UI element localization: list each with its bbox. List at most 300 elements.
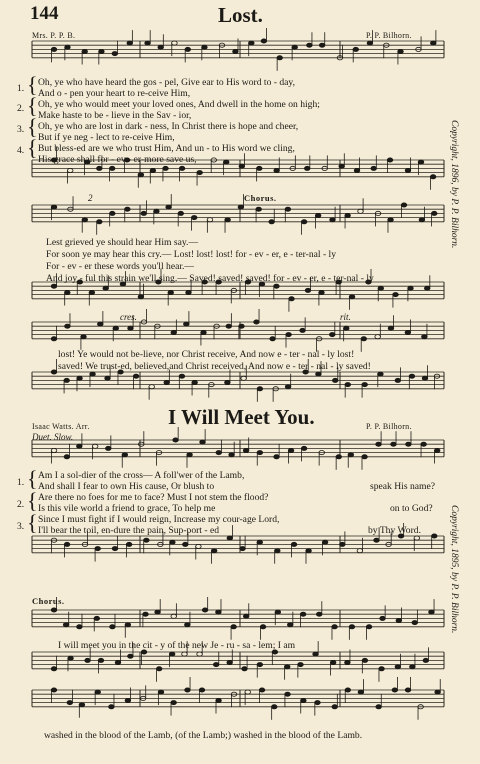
note-head	[122, 453, 128, 457]
note-head	[98, 658, 104, 662]
note-head	[362, 455, 368, 459]
note-head	[330, 660, 336, 664]
note-head	[233, 49, 239, 53]
note-head	[396, 618, 402, 622]
note-head	[171, 614, 177, 618]
note-head	[126, 542, 132, 546]
lyric-line: And joy - ful this strain we'll sing.— Saved! saved! saved! for - ev - er, e - ter-nal - ly	[46, 273, 374, 284]
note-head	[315, 213, 321, 217]
note-head	[82, 218, 88, 222]
note-head	[77, 625, 83, 629]
note-head	[414, 536, 420, 540]
note-head	[288, 448, 294, 452]
note-head	[357, 549, 363, 553]
note-head	[51, 337, 57, 341]
note-head	[269, 220, 275, 224]
note-head	[242, 667, 248, 671]
note-head	[405, 330, 411, 334]
dynamic-cres: cres.	[120, 312, 137, 322]
note-head	[216, 698, 222, 702]
verse-number: 4.	[17, 145, 25, 156]
note-head	[286, 333, 292, 337]
note-head	[76, 444, 82, 448]
note-head	[125, 698, 131, 702]
note-head	[68, 656, 74, 660]
verse-number: 1.	[17, 83, 25, 94]
note-head	[307, 43, 313, 47]
note-head	[138, 295, 144, 299]
note-head	[184, 322, 190, 326]
note-head	[305, 288, 311, 292]
note-head	[405, 168, 411, 172]
note-head	[287, 623, 293, 627]
note-head	[99, 49, 105, 53]
note-head	[95, 690, 101, 694]
note-head	[285, 385, 291, 389]
note-head	[96, 166, 102, 170]
note-head	[105, 446, 111, 450]
note-head	[313, 652, 319, 656]
note-head	[67, 168, 73, 172]
note-head	[319, 43, 325, 47]
note-head	[249, 41, 255, 45]
note-head	[285, 207, 291, 211]
tempo-marking: Duet. Slow.	[32, 432, 74, 442]
note-head	[144, 538, 150, 542]
note-head	[261, 39, 267, 43]
note-head	[378, 372, 384, 376]
note-head	[64, 290, 70, 294]
note-head	[227, 660, 233, 664]
note-head	[201, 330, 207, 334]
note-head	[149, 385, 155, 389]
note-head	[112, 547, 118, 551]
note-head	[143, 612, 149, 616]
note-head	[229, 453, 235, 457]
note-head	[178, 211, 184, 215]
note-head	[82, 49, 88, 53]
note-head	[179, 374, 185, 378]
brace: {	[27, 135, 38, 160]
note-head	[316, 372, 322, 376]
note-head	[171, 330, 177, 334]
note-head	[216, 451, 222, 455]
note-head	[65, 324, 71, 328]
note-head	[199, 688, 205, 692]
note-head	[358, 690, 364, 694]
lyric-line: I will meet you in the cit - y of the new Je - ru - sa - lem; I am	[58, 640, 296, 651]
lyric-line: And o - pen your heart to re-ceive Him,	[38, 88, 191, 99]
note-head	[109, 705, 115, 709]
note-head	[424, 286, 430, 290]
note-head	[182, 652, 188, 656]
repeat-number: 2	[88, 193, 93, 203]
note-head	[257, 663, 263, 667]
note-head	[65, 45, 71, 49]
note-head	[243, 448, 249, 452]
note-head	[90, 372, 96, 376]
note-head	[316, 612, 322, 616]
lyric-line: Oh, ye who would meet your loved ones, And dwell in the home on high;	[38, 99, 320, 110]
note-head	[435, 690, 441, 694]
note-head	[185, 47, 191, 51]
note-head	[358, 209, 364, 213]
note-head	[367, 41, 373, 45]
note-head	[349, 625, 355, 629]
brace: {	[27, 466, 38, 491]
note-head	[339, 164, 345, 168]
note-head	[145, 41, 151, 45]
note-head	[202, 45, 208, 49]
note-head	[322, 540, 328, 544]
note-head	[418, 160, 424, 164]
note-head	[422, 376, 428, 380]
note-head	[63, 623, 69, 627]
note-head	[395, 665, 401, 669]
note-head	[298, 663, 304, 667]
note-head	[345, 383, 351, 387]
note-head	[172, 41, 178, 45]
note-head	[376, 705, 382, 709]
note-head	[430, 41, 436, 45]
verse-number: 3.	[17, 521, 25, 532]
verse-number: 2.	[17, 499, 25, 510]
note-head	[304, 166, 310, 170]
note-head	[51, 370, 57, 374]
note-head	[223, 160, 229, 164]
note-head	[376, 442, 382, 446]
lyric-line: For soon ye may hear this cry.— Lost! lost! lost! for - ev - er, e - ter-nal - ly	[46, 249, 336, 260]
note-head	[398, 49, 404, 53]
note-head	[197, 171, 203, 175]
note-head	[154, 209, 160, 213]
page-number: 144	[30, 3, 59, 24]
note-head	[163, 166, 169, 170]
note-head	[92, 444, 98, 448]
note-head	[173, 438, 179, 442]
note-head	[95, 547, 101, 551]
note-head	[419, 218, 425, 222]
note-head	[353, 47, 359, 51]
lyric-line: Is this vile world a friend to grace, To help me	[38, 503, 216, 514]
lyric-line: But if ye neg - lect to re-ceive Him,	[38, 132, 175, 143]
note-head	[256, 207, 262, 211]
note-head	[406, 442, 412, 446]
brace: {	[27, 72, 38, 97]
note-head	[361, 337, 367, 341]
note-head	[51, 667, 57, 671]
brace: {	[27, 114, 38, 139]
note-head	[89, 290, 95, 294]
note-head	[291, 542, 297, 546]
note-head	[362, 658, 368, 662]
note-head	[85, 658, 91, 662]
lyric-line: lost! Ye would not be-lieve, nor Christ receive, And now e - ter - nal - ly lost!	[58, 349, 355, 360]
note-head	[64, 542, 70, 546]
note-head	[171, 701, 177, 705]
note-head	[164, 380, 170, 384]
copyright-lost: Copyright, 1896, by P. P. Bilhorn.	[449, 120, 459, 249]
note-head	[179, 166, 185, 170]
note-head	[387, 158, 393, 162]
note-head	[138, 173, 144, 177]
note-head	[301, 220, 307, 224]
dynamic-rit: rit.	[340, 312, 351, 322]
lyric-line: Make haste to be - lieve in the Sav - ior,	[38, 110, 192, 121]
note-head	[257, 540, 263, 544]
note-head	[348, 453, 354, 457]
note-head	[423, 658, 429, 662]
lyric-line: Am I a sol-dier of the cross— A foll'wer of the Lamb,	[38, 470, 245, 481]
note-head	[380, 616, 386, 620]
note-head	[421, 442, 427, 446]
note-head	[366, 625, 372, 629]
note-head	[378, 286, 384, 290]
note-head	[115, 660, 121, 664]
note-head	[226, 324, 232, 328]
note-head	[274, 168, 280, 172]
note-head	[227, 536, 233, 540]
note-head	[388, 326, 394, 330]
lyric-line: I'll bear the toil, en-dure the pain, Sup-port - ed	[38, 525, 220, 536]
author-i-will-meet-you: Isaac Watts. Arr.	[32, 422, 90, 431]
note-head	[257, 387, 263, 391]
note-head	[339, 542, 345, 546]
note-head	[374, 538, 380, 542]
note-head	[170, 540, 176, 544]
note-head	[128, 326, 134, 330]
note-head	[392, 688, 398, 692]
lyric-line: Lest grieved ye should hear Him say.—	[46, 237, 199, 248]
brace: {	[27, 93, 38, 118]
note-head	[362, 383, 368, 387]
note-head	[315, 701, 321, 705]
composer-lost: P. P. Bilhorn.	[366, 31, 412, 40]
note-head	[51, 688, 57, 692]
note-head	[141, 211, 147, 215]
note-head	[158, 45, 164, 49]
note-head	[156, 667, 162, 671]
copyright-i-will-meet-you: Copyright, 1895, by P. P. Bilhorn.	[449, 505, 459, 634]
note-head	[330, 218, 336, 222]
note-head	[202, 608, 208, 612]
note-head	[51, 448, 57, 452]
note-head	[168, 290, 174, 294]
note-head	[51, 47, 57, 51]
note-head	[125, 207, 131, 211]
note-head	[110, 625, 116, 629]
note-head	[345, 213, 351, 217]
note-head	[375, 335, 381, 339]
note-head	[64, 455, 70, 459]
note-head	[354, 168, 360, 172]
note-head	[260, 625, 266, 629]
note-head	[239, 164, 245, 168]
note-head	[103, 286, 109, 290]
note-head	[289, 297, 295, 301]
note-head	[254, 320, 260, 324]
note-head	[155, 610, 161, 614]
note-head	[300, 612, 306, 616]
note-head	[257, 451, 263, 455]
note-head	[51, 608, 57, 612]
note-head	[300, 328, 306, 332]
note-head	[332, 625, 338, 629]
note-head	[51, 284, 57, 288]
lyric-line: For - ev - er these words you'll hear.—	[46, 261, 194, 272]
note-head	[182, 542, 188, 546]
note-head	[349, 295, 355, 299]
note-head	[336, 455, 342, 459]
note-head	[125, 623, 131, 627]
note-head	[67, 701, 73, 705]
note-head	[256, 166, 262, 170]
note-head	[332, 705, 338, 709]
note-head	[274, 284, 280, 288]
note-head	[379, 667, 385, 671]
note-head	[81, 335, 87, 339]
note-head	[150, 168, 156, 172]
lyric-line: But bless-ed are we who trust Him, And un - to His word we cling,	[38, 143, 295, 154]
note-head	[259, 688, 265, 692]
note-head	[284, 665, 290, 669]
lyric-line: Oh, ye who have heard the gos - pel, Give ear to His word to - day,	[38, 77, 296, 88]
note-head	[332, 378, 338, 382]
lyric-line: Are there no foes for me to face? Must I not stem the flood?	[38, 492, 269, 503]
author-lost: Mrs. P. P. B.	[32, 31, 76, 40]
note-head	[211, 549, 217, 553]
note-head	[408, 286, 414, 290]
lyric-line: by Thy Word.	[368, 525, 421, 536]
song-title-i-will-meet-you: I Will Meet You.	[168, 405, 315, 429]
note-head	[113, 326, 119, 330]
note-head	[345, 660, 351, 664]
note-head	[301, 446, 307, 450]
note-head	[97, 220, 103, 224]
note-head	[158, 690, 164, 694]
lyric-line: And shall I fear to own His cause, Or blush to	[38, 481, 215, 492]
lyric-line: on to God?	[390, 503, 433, 514]
verse-number: 1.	[17, 477, 25, 488]
note-head	[77, 376, 83, 380]
note-head	[185, 623, 191, 627]
note-head	[112, 52, 118, 56]
lyric-line: Oh, ye who are lost in dark - ness, In Christ there is hope and cheer,	[38, 121, 299, 132]
note-head	[213, 663, 219, 667]
note-head	[277, 56, 283, 60]
lyric-line: washed in the blood of the Lamb, (of the Lamb;) washed in the blood of the Lamb.	[44, 730, 363, 741]
note-head	[186, 290, 192, 294]
note-head	[388, 218, 394, 222]
note-head	[243, 614, 249, 618]
note-head	[216, 610, 222, 614]
note-head	[79, 703, 85, 707]
note-head	[393, 293, 399, 297]
note-head	[169, 652, 175, 656]
note-head	[319, 290, 325, 294]
note-head	[430, 175, 436, 179]
chorus-label: Chorus.	[244, 193, 277, 203]
note-head	[431, 211, 437, 215]
note-head	[434, 448, 440, 452]
note-head	[231, 625, 237, 629]
brace: {	[27, 510, 38, 535]
note-head	[241, 376, 247, 380]
verse-number: 2.	[17, 103, 25, 114]
chorus-label: Chorus.	[32, 596, 65, 606]
note-head	[197, 652, 203, 656]
note-head	[270, 337, 276, 341]
note-head	[274, 455, 280, 459]
note-head	[51, 205, 57, 209]
note-head	[109, 211, 115, 215]
note-head	[275, 549, 281, 553]
note-head	[196, 544, 202, 548]
note-head	[207, 218, 213, 222]
note-head	[410, 665, 416, 669]
note-head	[405, 688, 411, 692]
note-head	[192, 380, 198, 384]
verse-number: 3.	[17, 124, 25, 135]
lyric-line: speak His name?	[370, 481, 436, 492]
note-head	[133, 374, 139, 378]
note-head	[422, 335, 428, 339]
note-head	[429, 610, 435, 614]
note-head	[225, 380, 231, 384]
lyric-line: Since I must fight if I would reign, Increase my cour-age Lord,	[38, 514, 280, 525]
note-head	[187, 453, 193, 457]
note-head	[128, 654, 134, 658]
note-head	[275, 610, 281, 614]
note-head	[391, 442, 397, 446]
note-head	[409, 374, 415, 378]
note-head	[97, 322, 103, 326]
composer-i-will-meet-you: P. P. Bilhorn.	[366, 422, 412, 431]
note-head	[225, 218, 231, 222]
note-head	[412, 621, 418, 625]
note-head	[127, 41, 133, 45]
note-head	[245, 690, 251, 694]
note-head	[239, 324, 245, 328]
note-head	[292, 45, 298, 49]
lyric-line: saved! We trust-ed, believed,and Christ received, And now e - ter - nal - ly saved!	[58, 361, 371, 372]
note-head	[371, 166, 377, 170]
note-head	[271, 705, 277, 709]
note-head	[185, 688, 191, 692]
note-head	[64, 378, 70, 382]
brace: {	[27, 488, 38, 513]
note-head	[301, 698, 307, 702]
note-head	[395, 378, 401, 382]
note-head	[401, 203, 407, 207]
song-title-lost: Lost.	[218, 3, 263, 27]
note-head	[345, 688, 351, 692]
note-head	[240, 547, 246, 551]
note-head	[94, 616, 100, 620]
note-head	[238, 205, 244, 209]
note-head	[306, 549, 312, 553]
lyric-line: His grace shall for - ev - er-more save us,	[38, 154, 197, 165]
note-head	[329, 333, 335, 337]
note-head	[109, 166, 115, 170]
note-head	[105, 376, 111, 380]
note-head	[191, 216, 197, 220]
note-head	[285, 692, 291, 696]
note-head	[200, 440, 206, 444]
note-head	[343, 326, 349, 330]
note-head	[431, 534, 437, 538]
note-head	[166, 205, 172, 209]
